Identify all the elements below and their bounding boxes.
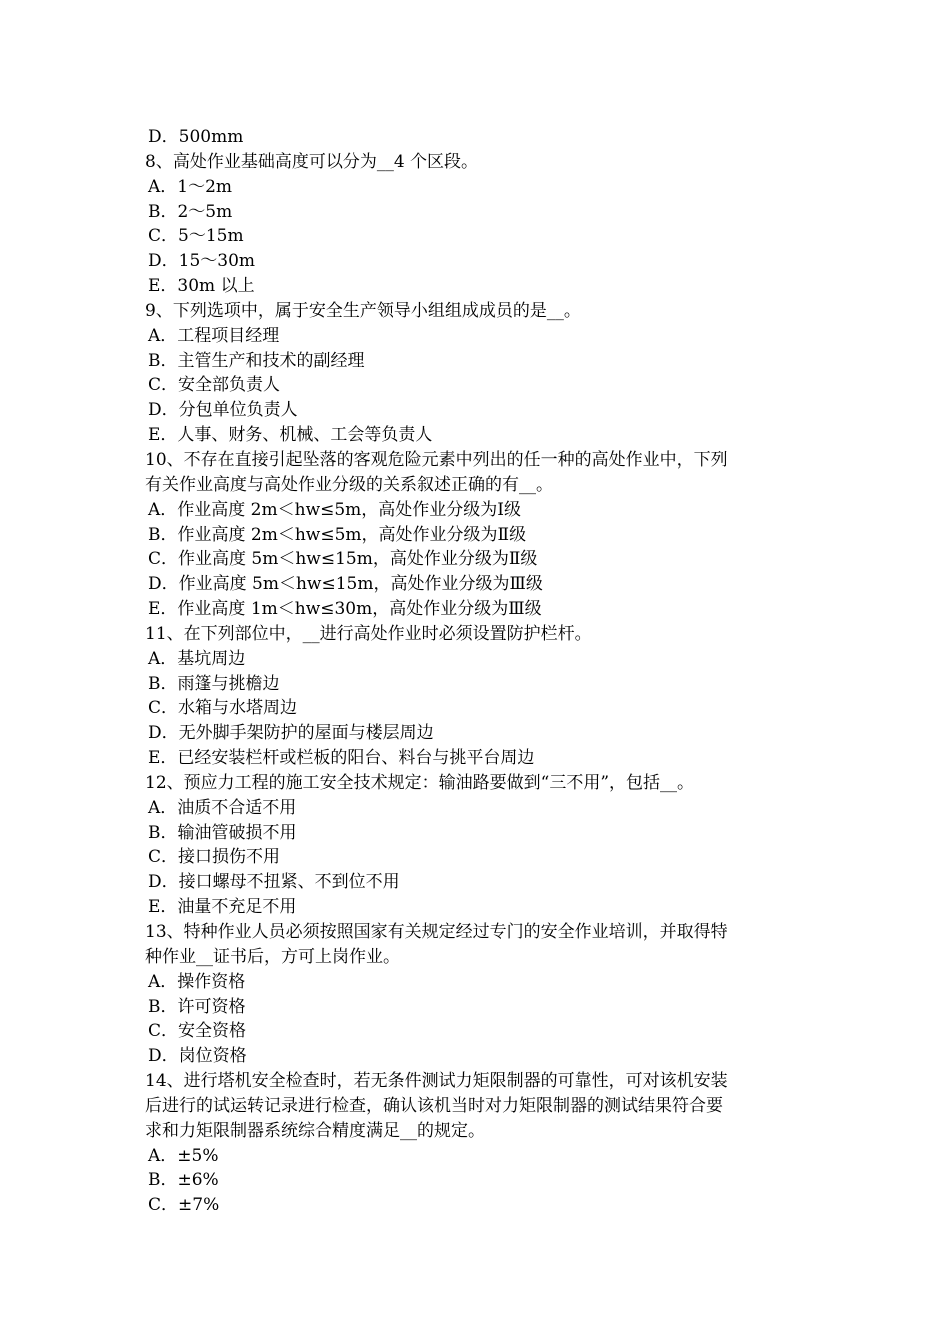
answer-option: A．工程项目经理 bbox=[148, 325, 280, 346]
answer-option: B．±6% bbox=[148, 1170, 219, 1191]
answer-option: B．主管生产和技术的副经理 bbox=[148, 350, 365, 371]
answer-option: D．15～30m bbox=[148, 251, 256, 272]
answer-option: E．作业高度 1m＜hw≤30m，高处作业分级为Ⅲ级 bbox=[148, 599, 542, 620]
question-text-block bbox=[145, 125, 810, 1218]
question-line: 9、下列选项中，属于安全生产领导小组组成成员的是__。 bbox=[145, 300, 581, 321]
question-line: 14、进行塔机安全检查时，若无条件测试力矩限制器的可靠性，可对该机安装 bbox=[145, 1071, 728, 1092]
answer-option: E．油量不充足不用 bbox=[148, 897, 297, 918]
answer-option: D．接口螺母不扭紧、不到位不用 bbox=[148, 872, 400, 893]
question-line: 10、不存在直接引起坠落的客观危险元素中列出的任一种的高处作业中，下列 bbox=[145, 449, 728, 470]
question-line: 8、高处作业基础高度可以分为__4 个区段。 bbox=[145, 151, 479, 172]
answer-option: D．分包单位负责人 bbox=[148, 400, 298, 421]
answer-option: D．岗位资格 bbox=[148, 1046, 247, 1067]
answer-option: A．基坑周边 bbox=[148, 648, 246, 669]
answer-option: C．5～15m bbox=[148, 226, 244, 247]
answer-option: D．作业高度 5m＜hw≤15m，高处作业分级为Ⅲ级 bbox=[148, 574, 543, 595]
answer-option: E．人事、财务、机械、工会等负责人 bbox=[148, 425, 433, 446]
question-line: 种作业__证书后，方可上岗作业。 bbox=[145, 946, 400, 967]
question-line: 13、特种作业人员必须按照国家有关规定经过专门的安全作业培训，并取得特 bbox=[145, 922, 728, 942]
answer-option: B．作业高度 2m＜hw≤5m，高处作业分级为Ⅱ级 bbox=[148, 524, 527, 545]
question-line: 12、预应力工程的施工安全技术规定：输油路要做到“三不用”，包括__。 bbox=[145, 772, 695, 793]
question-line: 11、在下列部位中，__进行高处作业时必须设置防护栏杆。 bbox=[145, 623, 592, 644]
answer-option: D．无外脚手架防护的屋面与楼层周边 bbox=[148, 723, 434, 744]
answer-option: A．油质不合适不用 bbox=[148, 797, 297, 818]
answer-option: A．1～2m bbox=[148, 176, 233, 197]
question-line: 求和力矩限制器系统综合精度满足__的规定。 bbox=[145, 1120, 485, 1141]
answer-option: A．操作资格 bbox=[148, 971, 246, 992]
answer-option: C．安全资格 bbox=[148, 1021, 247, 1042]
answer-option: C．作业高度 5m＜hw≤15m，高处作业分级为Ⅱ级 bbox=[148, 549, 538, 570]
answer-option: C．接口损伤不用 bbox=[148, 847, 281, 868]
answer-option: B．雨篷与挑檐边 bbox=[148, 673, 280, 694]
answer-option: B．2～5m bbox=[148, 201, 233, 222]
answer-option: C．安全部负责人 bbox=[148, 375, 281, 396]
answer-option: A．作业高度 2m＜hw≤5m，高处作业分级为Ⅰ级 bbox=[148, 499, 522, 520]
answer-option: A．±5% bbox=[148, 1145, 219, 1166]
answer-option: C．±7% bbox=[148, 1195, 220, 1216]
answer-option: D．500mm bbox=[148, 127, 244, 147]
answer-option: C．水箱与水塔周边 bbox=[148, 698, 298, 719]
answer-option: B．输油管破损不用 bbox=[148, 822, 297, 843]
answer-option: B．许可资格 bbox=[148, 996, 246, 1017]
answer-option: E．已经安装栏杆或栏板的阳台、料台与挑平台周边 bbox=[148, 748, 535, 769]
question-line: 后进行的试运转记录进行检查，确认该机当时对力矩限制器的测试结果符合要 bbox=[145, 1095, 723, 1116]
question-line: 有关作业高度与高处作业分级的关系叙述正确的有__。 bbox=[145, 474, 553, 495]
answer-option: E．30m 以上 bbox=[148, 276, 255, 297]
